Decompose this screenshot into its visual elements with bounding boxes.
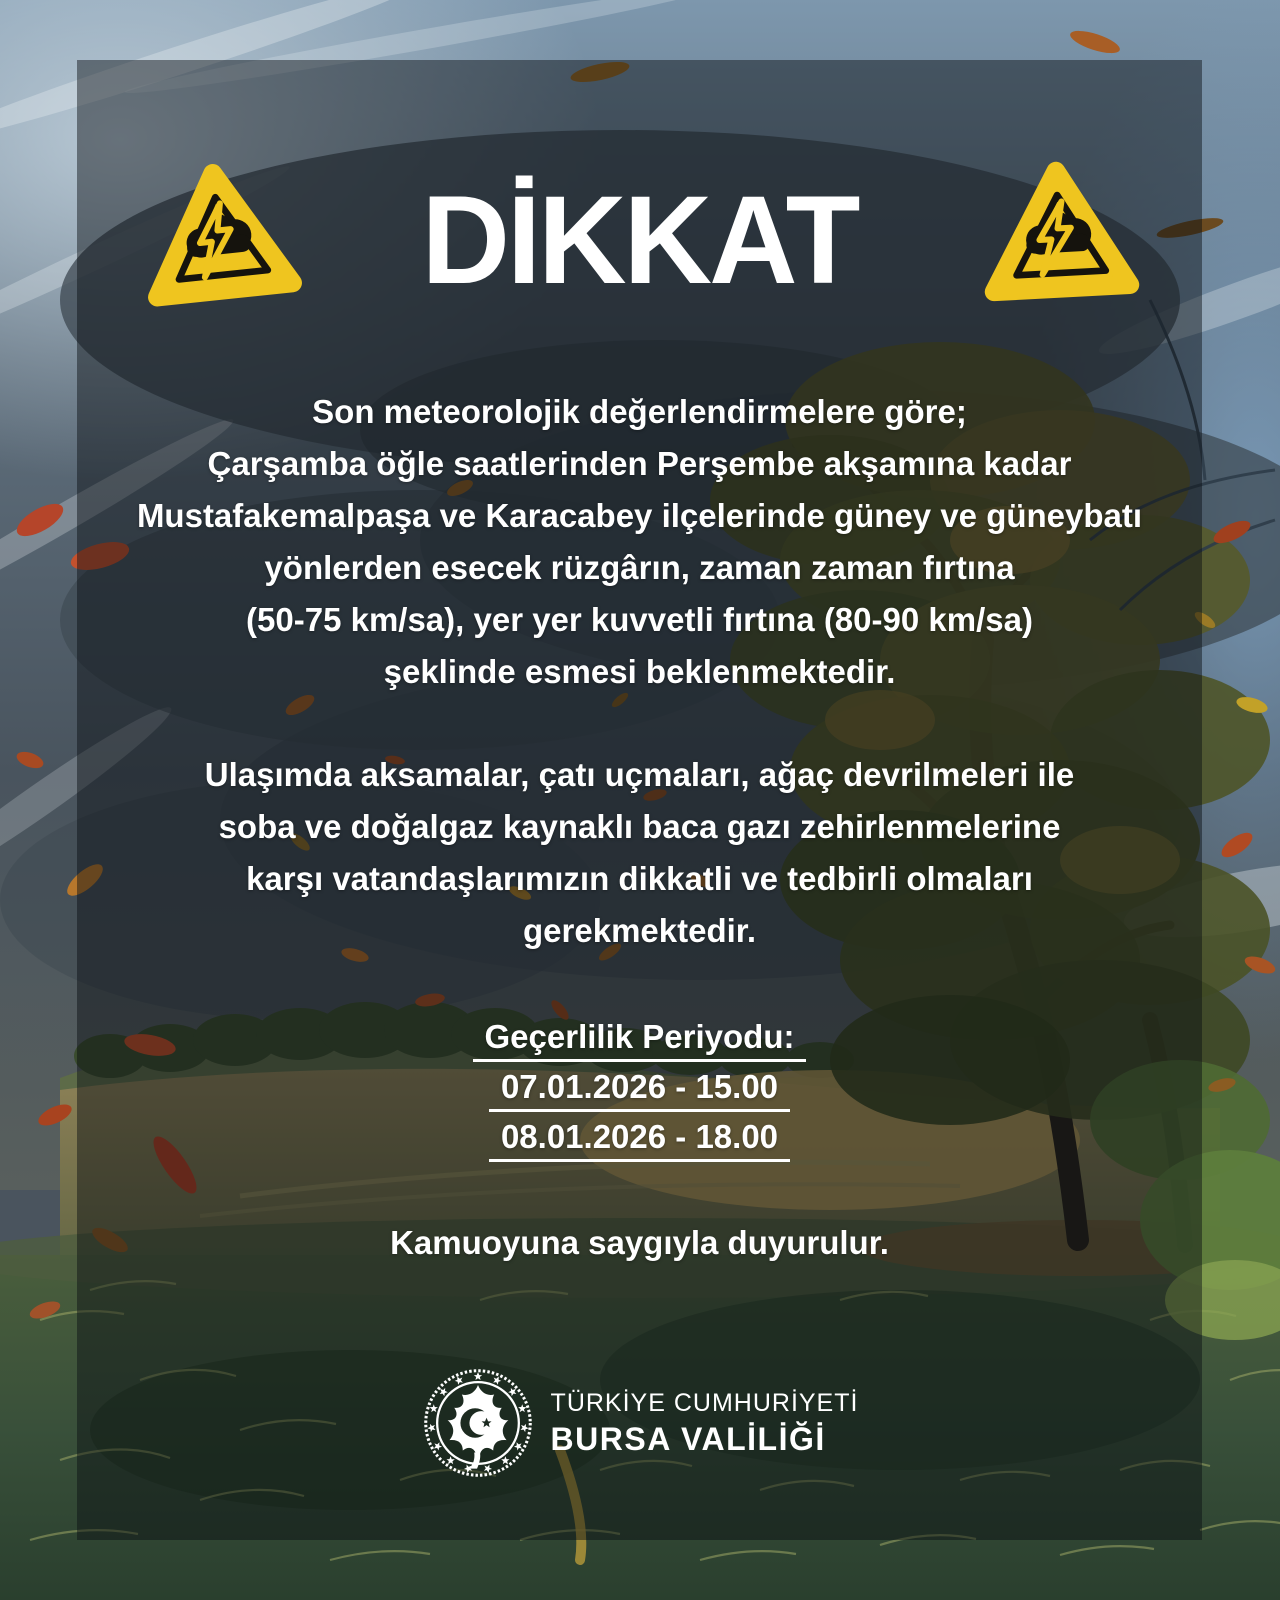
forecast-line: şeklinde esmesi beklenmektedir. bbox=[383, 653, 896, 690]
advisory-line: soba ve doğalgaz kaynaklı baca gazı zehirlenmelerine bbox=[218, 808, 1061, 845]
advisory-line: gerekmektedir. bbox=[523, 912, 756, 949]
validity-end: 08.01.2026 - 18.00 bbox=[489, 1119, 790, 1162]
storm-warning-icon bbox=[975, 154, 1142, 308]
footer-logo bbox=[77, 1366, 1202, 1480]
org-line1: TÜRKİYE CUMHURİYETİ bbox=[550, 1388, 859, 1417]
forecast-line: Mustafakemalpaşa ve Karacabey ilçelerinde güney ve güneybatı bbox=[136, 497, 1143, 534]
org-line2: BURSA VALİLİĞİ bbox=[550, 1420, 826, 1457]
forecast-line: yönlerden esecek rüzgârın, zaman zaman fırtına bbox=[264, 549, 1015, 586]
forecast-line: Son meteorolojik değerlendirmelere göre; bbox=[312, 393, 967, 430]
validity-period bbox=[77, 1012, 1202, 1162]
validity-heading: Geçerlilik Periyodu: bbox=[473, 1019, 807, 1062]
closing-line: Kamuoyuna saygıyla duyurulur. bbox=[390, 1224, 889, 1261]
advisory-line: Ulaşımda aksamalar, çatı uçmaları, ağaç devrilmeleri ile bbox=[204, 756, 1075, 793]
announcement-panel bbox=[77, 60, 1202, 1540]
advisory-line: karşı vatandaşlarımızın dikkatli ve tedbirli olmaları bbox=[246, 860, 1033, 897]
forecast-paragraph bbox=[77, 386, 1202, 698]
forecast-line: Çarşamba öğle saatlerinden Perşembe akşamına kadar bbox=[207, 445, 1072, 482]
footer-org-name bbox=[551, 1389, 859, 1458]
validity-start: 07.01.2026 - 15.00 bbox=[489, 1069, 790, 1112]
advisory-paragraph bbox=[77, 749, 1202, 957]
government-seal-icon bbox=[421, 1366, 535, 1480]
forecast-line: (50-75 km/sa), yer yer kuvvetli fırtına (80-90 km/sa) bbox=[246, 601, 1033, 638]
poster-title: DİKKAT bbox=[421, 171, 858, 310]
